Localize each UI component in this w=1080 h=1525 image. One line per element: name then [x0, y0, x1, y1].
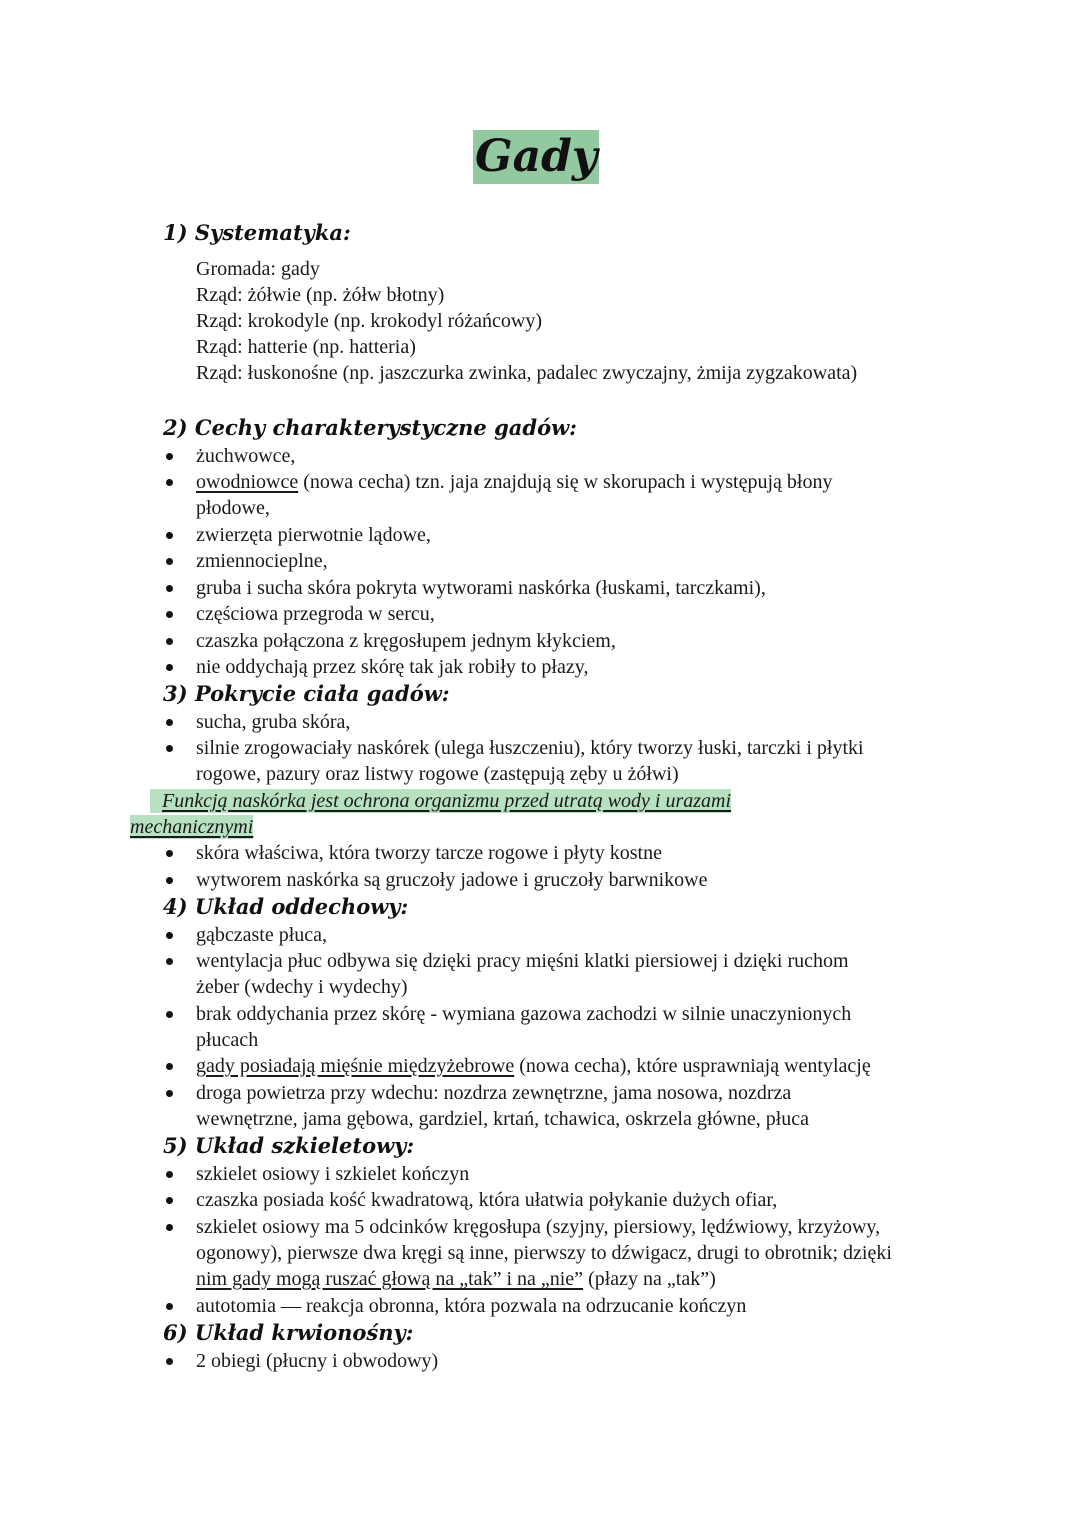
bullet-icon [166, 1197, 173, 1204]
bullet-icon [166, 1011, 173, 1018]
list-item: zwierzęta pierwotnie lądowe, [196, 524, 431, 546]
list-item: sucha, gruba skóra, [196, 711, 351, 733]
bullet-icon [166, 1063, 173, 1070]
list-item: 2 obiegi (płucny i obwodowy) [196, 1350, 439, 1372]
bullet-icon [166, 932, 173, 939]
list-item: szkielet osiowy i szkielet kończyn [196, 1163, 470, 1185]
list-item: droga powietrza przy wdechu: nozdrza zewnętrzne, jama nosowa, nozdrza [196, 1082, 792, 1104]
bullet-icon [166, 850, 173, 857]
bullet-icon [166, 877, 173, 884]
list-item: czaszka posiada kość kwadratową, która ułatwia połykanie dużych ofiar, [196, 1189, 778, 1211]
bullet-icon [166, 1090, 173, 1097]
list-item-text: (płazy na „tak”) [583, 1268, 716, 1290]
section-2-heading [163, 414, 577, 442]
list-item: żuchwowce, [196, 445, 296, 467]
list-item [196, 1053, 871, 1079]
section-number: 2) [163, 415, 188, 440]
bullet-icon [166, 1171, 173, 1178]
underlined-term: nim gady mogą ruszać głową na „tak” i na „nie” [196, 1268, 584, 1290]
section-1-heading [163, 219, 351, 247]
list-item: gąbczaste płuca, [196, 924, 328, 946]
list-item: czaszka połączona z kręgosłupem jednym kłykciem, [196, 630, 616, 652]
section-title: Układ krwionośny: [194, 1320, 414, 1345]
list-item: szkielet osiowy ma 5 odcinków kręgosłupa (szyjny, piersiowy, lędźwiowy, krzyżowy, [196, 1216, 881, 1238]
list-item-continuation: płodowe, [196, 497, 270, 519]
systematics-line: Rząd: żółwie (np. żółw błotny) [196, 284, 445, 306]
list-item-text: (nowa cecha) tzn. jaja znajdują się w skorupach i występują błony [298, 471, 833, 493]
list-item: wentylacja płuc odbywa się dzięki pracy mięśni klatki piersiowej i dzięki ruchom [196, 950, 849, 972]
section-5-heading [163, 1132, 414, 1160]
section-number: 4) [163, 894, 188, 919]
section-6-heading [163, 1319, 413, 1347]
section-number: 3) [163, 681, 188, 706]
systematics-line: Rząd: hatterie (np. hatteria) [196, 336, 416, 358]
section-title: Układ szkieletowy: [194, 1133, 415, 1158]
section-number: 1) [163, 220, 188, 245]
section-4-heading [163, 893, 408, 921]
list-item-continuation: rogowe, pazury oraz listwy rogowe (zastępują zęby u żółwi) [196, 763, 679, 785]
bullet-icon [166, 585, 173, 592]
bullet-icon [166, 1224, 173, 1231]
list-item-continuation: żeber (wdechy i wydechy) [196, 976, 408, 998]
highlighted-note: mechanicznymi [130, 816, 254, 838]
list-item-continuation: wewnętrzne, jama gębowa, gardziel, krtań, tchawica, oskrzela główne, płuca [196, 1108, 810, 1130]
bullet-icon [166, 664, 173, 671]
section-title: Układ oddechowy: [194, 894, 409, 919]
bullet-icon [166, 1303, 173, 1310]
bullet-icon [166, 958, 173, 965]
section-number: 6) [163, 1320, 188, 1345]
underlined-term: gady posiadają mięśnie międzyżebrowe [196, 1055, 515, 1077]
highlighted-note: Funkcją naskórka jest ochrona organizmu przed utratą wody i urazami [150, 789, 731, 813]
bullet-icon [166, 1358, 173, 1365]
list-item: autotomia — reakcja obronna, która pozwala na odrzucanie kończyn [196, 1295, 747, 1317]
list-item: nie oddychają przez skórę tak jak robiły to płazy, [196, 656, 589, 678]
bullet-icon [166, 611, 173, 618]
list-item: gruba i sucha skóra pokryta wytworami naskórka (łuskami, tarczkami), [196, 577, 766, 599]
section-number: 5) [163, 1133, 188, 1158]
list-item [196, 469, 832, 495]
bullet-icon [166, 479, 173, 486]
bullet-icon [166, 638, 173, 645]
bullet-icon [166, 532, 173, 539]
list-item-continuation: ogonowy), pierwsze dwa kręgi są inne, pierwszy to dźwigacz, drugi to obrotnik; dzięki [196, 1242, 892, 1264]
list-item: silnie zrogowaciały naskórek (ulega łuszczeniu), który tworzy łuski, tarczki i płytki [196, 737, 864, 759]
section-title: Systematyka: [194, 220, 351, 245]
list-item: zmiennocieplne, [196, 550, 328, 572]
bullet-icon [166, 558, 173, 565]
systematics-line: Gromada: gady [196, 258, 320, 280]
bullet-icon [166, 453, 173, 460]
list-item: brak oddychania przez skórę - wymiana gazowa zachodzi w silnie unaczynionych [196, 1003, 852, 1025]
list-item-continuation [196, 1266, 716, 1292]
systematics-line: Rząd: łuskonośne (np. jaszczurka zwinka, padalec zwyczajny, żmija zygzakowata) [196, 362, 858, 384]
systematics-line: Rząd: krokodyle (np. krokodyl różańcowy) [196, 310, 543, 332]
underlined-term: owodniowce [196, 471, 299, 493]
page-title: Gady [475, 131, 598, 182]
section-title: Cechy charakterystyczne gadów: [194, 415, 577, 440]
list-item: wytworem naskórka są gruczoły jadowe i gruczoły barwnikowe [196, 869, 708, 891]
list-item: częściowa przegroda w sercu, [196, 603, 435, 625]
list-item: skóra właściwa, która tworzy tarcze rogowe i płyty kostne [196, 842, 662, 864]
list-item-continuation: płucach [196, 1029, 259, 1051]
section-3-heading [163, 680, 450, 708]
list-item-text: (nowa cecha), które usprawniają wentylację [514, 1055, 871, 1077]
bullet-icon [166, 745, 173, 752]
bullet-icon [166, 719, 173, 726]
section-title: Pokrycie ciała gadów: [194, 681, 450, 706]
